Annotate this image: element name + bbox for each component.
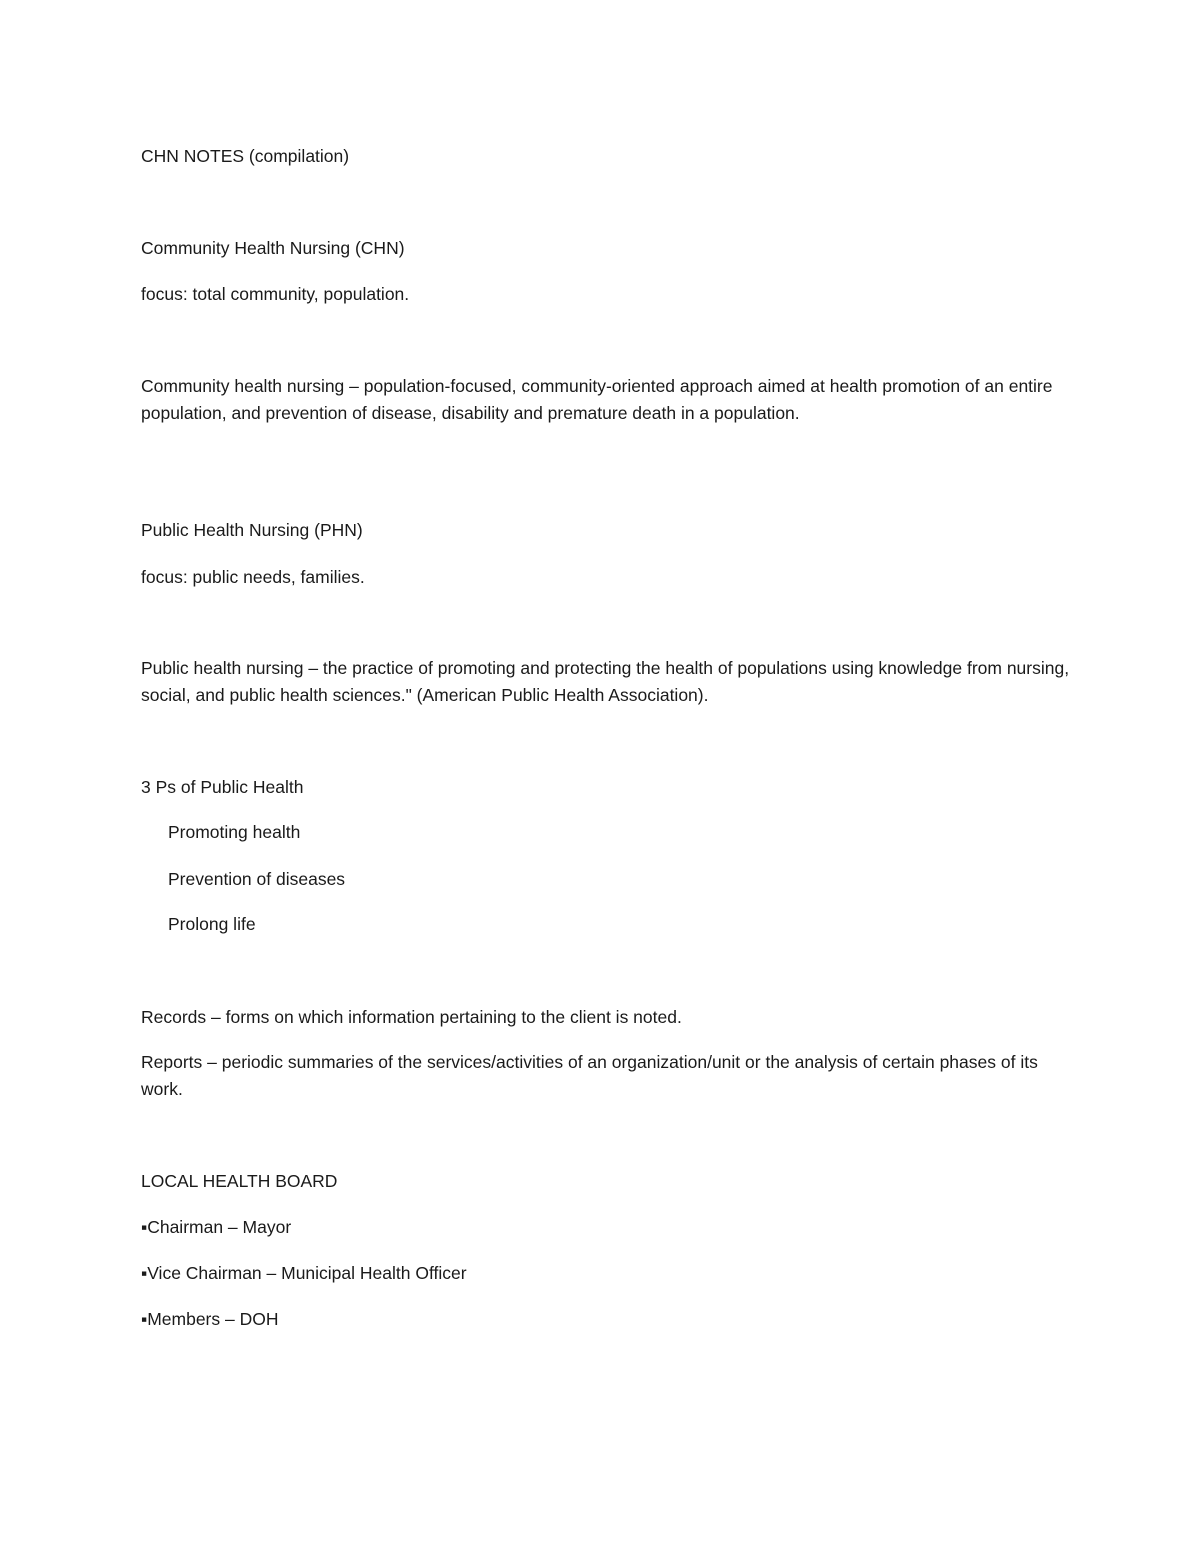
three-ps-heading: 3 Ps of Public Health: [141, 777, 304, 797]
local-health-board-heading: LOCAL HEALTH BOARD: [141, 1171, 338, 1191]
board-member-item: ▪Vice Chairman – Municipal Health Officer: [141, 1263, 467, 1283]
records-definition: Records – forms on which information pertaining to the client is noted.: [141, 1007, 682, 1027]
chn-focus: focus: total community, population.: [141, 284, 410, 304]
three-ps-item: Promoting health: [168, 822, 301, 842]
phn-heading: Public Health Nursing (PHN): [141, 520, 363, 540]
three-ps-item: Prolong life: [168, 914, 256, 934]
chn-definition: Community health nursing – population-focused, community-oriented approach aimed at health promotion of an entire population, and prevention of disease, disability and premature death in a population.: [141, 376, 1053, 423]
phn-focus: focus: public needs, families.: [141, 567, 365, 587]
board-member-item: ▪Members – DOH: [141, 1309, 279, 1329]
phn-definition: Public health nursing – the practice of promoting and protecting the health of populations using knowledge from nursing, social, and public health sciences." (American Public Health Association).: [141, 658, 1070, 705]
board-member-item: ▪Chairman – Mayor: [141, 1217, 292, 1237]
chn-heading: Community Health Nursing (CHN): [141, 238, 405, 258]
document-title: CHN NOTES (compilation): [141, 146, 350, 166]
reports-definition: Reports – periodic summaries of the services/activities of an organization/unit or the analysis of certain phases of its work.: [141, 1052, 1038, 1099]
three-ps-item: Prevention of diseases: [168, 869, 346, 889]
